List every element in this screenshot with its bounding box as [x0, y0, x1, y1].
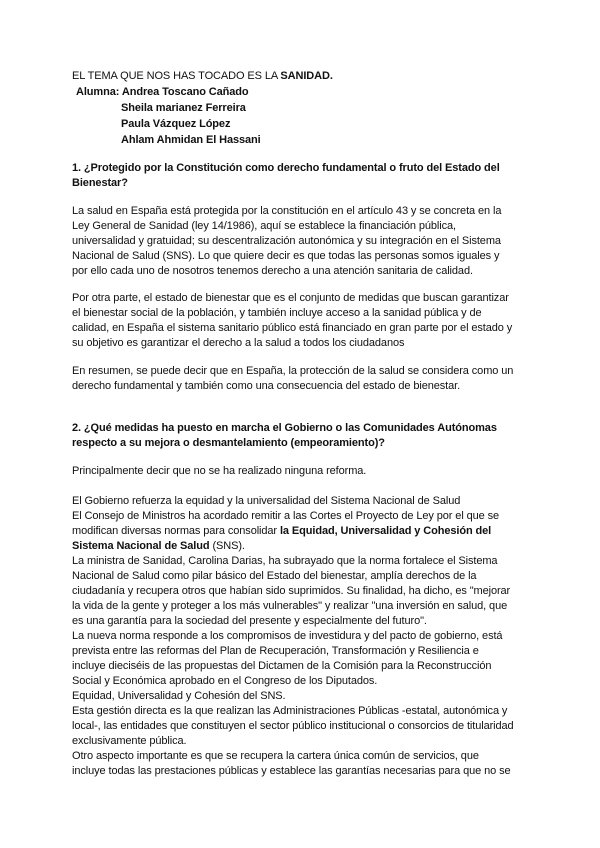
paragraph-line: ciudadanía y recupera otros que habían sido suprimidos. Su finalidad, ha dicho, es "mejorar [72, 585, 511, 597]
topic-line [72, 70, 333, 83]
paragraph-line: local-, las entidades que constituyen el sector público institucional o consorcios de titularidad [72, 720, 514, 732]
student-name: Andrea Toscano Cañado [121, 86, 249, 98]
paragraph-line: derecho fundamental y también como una consecuencia del estado de bienestar. [72, 380, 461, 392]
students-line [76, 86, 249, 99]
paragraph-line: incluye dieciséis de las propuestas del Dictamen de la Comisión para la Reconstrucción [72, 660, 492, 672]
text-run: (SNS). [209, 540, 245, 552]
paragraph-line: Principalmente decir que no se ha realizado ninguna reforma. [72, 465, 367, 477]
paragraph-line: El Consejo de Ministros ha acordado remitir a las Cortes el Proyecto de Ley por el que se [72, 510, 500, 522]
paragraph-line [72, 540, 245, 553]
paragraph-line: Por otra parte, el estado de bienestar que es el conjunto de medidas que buscan garantizar [72, 292, 509, 304]
paragraph-line: la vida de la gente y proteger a los más vulnerables" y realizar "una inversión en salud, que [72, 600, 508, 612]
paragraph-line: exclusivamente pública. [72, 735, 187, 747]
topic-value: SANIDAD. [280, 70, 333, 82]
paragraph-line: calidad, en España el sistema sanitario público está financiado en gran parte por el estado y [72, 322, 513, 334]
students-label: Alumna: [76, 86, 122, 98]
paragraph-line: La nueva norma responde a los compromisos de investidura y del pacto de gobierno, está [72, 630, 503, 642]
section2-heading: respecto a su mejora o desmantelamiento (empeoramiento)? [72, 437, 385, 449]
paragraph-line: incluye todas las prestaciones públicas y establece las garantías necesarias para que no se [72, 765, 511, 777]
paragraph-line: universalidad y gratuidad; su descentralización autonómica y su integración en el Sistema [72, 235, 501, 247]
law-title: la Equidad, Universalidad y Cohesión del [279, 525, 492, 537]
section1-heading: 1. ¿Protegido por la Constitución como derecho fundamental o fruto del Estado del [72, 162, 500, 174]
paragraph-line: su objetivo es garantizar el derecho a la salud a todos los ciudadanos [72, 337, 405, 349]
paragraph-line: Nacional de Salud (SNS). Lo que quiere decir es que todas las personas somos iguales y [72, 250, 500, 262]
paragraph-line: La salud en España está protegida por la constitución en el artículo 43 y se concreta en la [72, 205, 502, 217]
topic-prefix: EL TEMA QUE NOS HAS TOCADO ES LA [72, 70, 281, 82]
paragraph-line: Equidad, Universalidad y Cohesión del SNS. [72, 690, 286, 702]
paragraph-line: El Gobierno refuerza la equidad y la universalidad del Sistema Nacional de Salud [72, 495, 461, 507]
paragraph-line: Nacional de Salud como pilar básico del Estado del bienestar, amplía derechos de la [72, 570, 477, 582]
paragraph-line [72, 525, 491, 538]
paragraph-line: En resumen, se puede decir que en España, la protección de la salud se considera como un [72, 365, 514, 377]
student-name: Paula Vázquez López [121, 118, 231, 130]
paragraph-line: es una garantía para la sociedad del presente y especialmente del futuro". [72, 615, 427, 627]
law-title: Sistema Nacional de Salud [72, 540, 210, 552]
student-name: Ahlam Ahmidan El Hassani [121, 134, 261, 146]
paragraph-line: Esta gestión directa es la que realizan las Administraciones Públicas -estatal, autonómica y [72, 705, 508, 717]
paragraph-line: La ministra de Sanidad, Carolina Darias, ha subrayado que la norma fortalece el Sistema [72, 555, 498, 567]
text-run: modifican diversas normas para consolidar [72, 525, 280, 537]
paragraph-line: Otro aspecto importante es que se recupera la cartera única común de servicios, que [72, 750, 479, 762]
paragraph-line: prevista entre las reformas del Plan de Recuperación, Transformación y Resiliencia e [72, 645, 479, 657]
paragraph-line: Social y Económica aprobado en el Congreso de los Diputados. [72, 675, 378, 687]
section1-heading: Bienestar? [72, 177, 128, 189]
paragraph-line: Ley General de Sanidad (ley 14/1986), aquí se establece la financiación pública, [72, 220, 456, 232]
section2-heading: 2. ¿Qué medidas ha puesto en marcha el Gobierno o las Comunidades Autónomas [72, 422, 497, 434]
paragraph-line: el bienestar social de la población, y también incluye acceso a la sanidad pública y de [72, 307, 482, 319]
student-name: Sheila marianez Ferreira [121, 102, 246, 114]
paragraph-line: por ello cada uno de nosotros tenemos derecho a una atención sanitaria de calidad. [72, 265, 473, 277]
